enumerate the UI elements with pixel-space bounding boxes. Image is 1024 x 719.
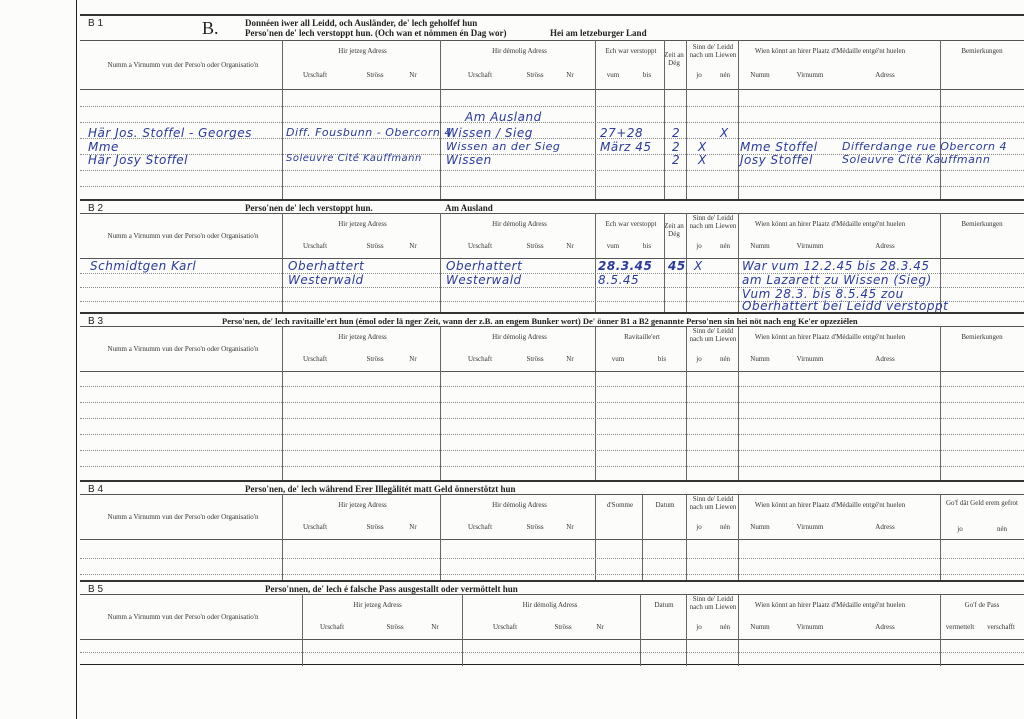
col-firstname: Virnumm (796, 242, 824, 250)
col-date: Datum (655, 501, 675, 509)
section-id: B 2 (88, 203, 104, 214)
b4-column-header (80, 494, 1024, 540)
col-no: nén (719, 623, 731, 631)
col-name: Numm a Virnumm vun der Perso'n oder Organisatio'n (107, 232, 259, 240)
col-to: bis (657, 355, 667, 363)
col-nr: Nr (409, 71, 417, 79)
col-yes: jo (696, 623, 702, 631)
col-street: Ströss (526, 355, 544, 363)
col-street: Ströss (366, 523, 384, 531)
col-town: Urschaft (302, 523, 328, 531)
b1-days-1: 2 (672, 126, 681, 140)
col-from: vum (606, 242, 620, 250)
col-former-address: Hir démolig Adress (492, 501, 547, 509)
b2-date-2: 8.5.45 (598, 273, 640, 287)
col-medal: Wien könnt an hirer Plaatz d'Médaille entgé'nt huelen (754, 333, 906, 341)
b1-medal-addr-2: Soleuvre Cité Kauffmann (842, 153, 991, 166)
b1-current-2: Soleuvre Cité Kauffmann (286, 153, 422, 164)
col-alive: Sinn de' Leidd nach um Liewen (689, 595, 737, 611)
col-name: Numm a Virnumm vun der Perso'n oder Organisatio'n (107, 345, 259, 353)
b2-column-header (80, 213, 1024, 259)
col-town: Urschaft (467, 71, 493, 79)
col-current-address: Hir jetzeg Adress (338, 501, 387, 509)
b1-former-header: Am Ausland (465, 110, 542, 124)
b1-current-1: Diff. Fousbunn - Obercorn 4 (286, 126, 452, 139)
col-yes: jo (957, 525, 963, 533)
b2-former-2: Westerwald (446, 273, 522, 287)
b2-alive: X (694, 259, 703, 273)
col-street: Ströss (526, 71, 544, 79)
section-b2 (80, 199, 1024, 314)
col-former-address: Hir démolig Adress (492, 333, 547, 341)
col-alive: Sinn de' Leidd nach um Liewen (689, 214, 737, 230)
col-nr: Nr (409, 242, 417, 250)
b1-medal-name-1: Mme Stoffel (740, 140, 818, 154)
col-sum: d'Somme (606, 501, 634, 509)
b3-column-header (80, 326, 1024, 372)
col-date: Datum (654, 601, 674, 609)
col-town: Urschaft (467, 523, 493, 531)
col-town: Urschaft (302, 242, 328, 250)
col-medal: Wien könnt an hirer Plaatz d'Médaille entgé'nt huelen (754, 220, 906, 228)
b1-former-2: Wissen an der Sieg (446, 140, 561, 153)
b2-former-1: Oberhattert (446, 259, 523, 273)
b1-column-header (80, 40, 1024, 90)
b5-column-header (80, 594, 1024, 640)
col-medal: Wien könnt an hirer Plaatz d'Médaille entgé'nt huelen (754, 601, 906, 609)
col-town: Urschaft (302, 355, 328, 363)
page-left-edge (76, 0, 77, 719)
col-address: Adress (875, 71, 895, 79)
col-no: nén (719, 523, 731, 531)
col-no: nén (719, 242, 731, 250)
form-letter: B. (202, 18, 219, 38)
col-address: Adress (875, 623, 895, 631)
col-nr: Nr (409, 523, 417, 531)
col-nr: Nr (431, 623, 439, 631)
b1-former-3: Wissen (446, 153, 492, 167)
col-town: Urschaft (302, 71, 328, 79)
b1-name-2: Mme (88, 140, 119, 154)
b2-date-1: 28.3.45 (598, 259, 653, 273)
col-yes: jo (696, 242, 702, 250)
section-b5 (80, 580, 1024, 666)
form-b (80, 14, 1024, 664)
b2-days: 45 (668, 259, 686, 273)
b1-alive-1: X (720, 126, 729, 140)
col-surname: Numm (750, 623, 770, 631)
b2-remark-1: War vum 12.2.45 bis 28.3.45 (742, 259, 930, 273)
header-line-1: Donnéen iwer all Leidd, och Ausländer, de' lech geholfef hun (245, 18, 478, 28)
section-subtitle: Am Ausland (445, 203, 493, 213)
col-alive: Sinn de' Leidd nach um Liewen (689, 495, 737, 511)
b2-current-1: Oberhattert (288, 259, 365, 273)
col-ravitaille: Ravitaille'ert (624, 333, 660, 341)
col-nr: Nr (566, 523, 574, 531)
col-no: nén (719, 355, 731, 363)
col-nr: Nr (596, 623, 604, 631)
col-remarks: Bemierkungen (961, 333, 1003, 341)
b1-date-1: 27+28 (600, 126, 644, 140)
col-to: bis (642, 71, 652, 79)
b2-current-2: Westerwald (288, 273, 364, 287)
col-surname: Numm (750, 355, 770, 363)
col-procured: verschafft (987, 623, 1015, 631)
col-address: Adress (875, 355, 895, 363)
b1-days-3: 2 (672, 153, 681, 167)
b2-name: Schmidtgen Karl (90, 259, 197, 273)
col-former-address: Hir démolig Adress (492, 47, 547, 55)
section-title: Perso'nen de' lech verstoppt hun. (245, 203, 373, 213)
header-line-2: Perso'nen de' lech verstoppt hun. (Och wan et nömmen én Dag wor) (245, 28, 507, 38)
col-name: Numm a Virnumm vun der Perso'n oder Organisatio'n (107, 513, 259, 521)
b1-name-1: Här Jos. Stoffel - Georges (88, 126, 252, 140)
col-alive: Sinn de' Leidd nach um Liewen (689, 327, 737, 343)
section-id: B 4 (88, 484, 104, 495)
col-firstname: Virnumm (796, 523, 824, 531)
col-name: Numm a Virnumm vun der Perso'n oder Organisatio'n (107, 613, 259, 621)
section-id: B 5 (88, 584, 104, 595)
col-hidden: Ech war verstoppt (605, 220, 657, 228)
col-current-address: Hir jetzeg Adress (353, 601, 402, 609)
col-time: Zeit an Dég (664, 51, 684, 67)
col-nr: Nr (566, 242, 574, 250)
col-yes: jo (696, 71, 702, 79)
col-alive: Sinn de' Leidd nach um Liewen (689, 43, 737, 59)
col-passport: Go'f de Pass (964, 601, 1000, 609)
col-street: Ströss (366, 71, 384, 79)
section-b3 (80, 312, 1024, 482)
col-surname: Numm (750, 71, 770, 79)
col-yes: jo (696, 523, 702, 531)
b1-alive-2: X (698, 140, 707, 154)
col-address: Adress (875, 242, 895, 250)
col-surname: Numm (750, 523, 770, 531)
col-street: Ströss (554, 623, 572, 631)
col-medal: Wien könnt an hirer Plaatz d'Médaille entgé'nt huelen (754, 501, 906, 509)
col-medal: Wien könnt an hirer Plaatz d'Médaille entgé'nt huelen (754, 47, 906, 55)
col-street: Ströss (366, 355, 384, 363)
col-hidden: Ech war verstoppt (605, 47, 657, 55)
col-street: Ströss (526, 523, 544, 531)
b1-date-2: März 45 (600, 140, 652, 154)
col-town: Urschaft (319, 623, 345, 631)
header-line-2b: Hei am letzeburger Land (550, 28, 647, 38)
b1-days-2: 2 (672, 140, 681, 154)
col-money-returned: Go'f dät Geld erem gefrot (945, 499, 1018, 507)
col-firstname: Virnumm (796, 355, 824, 363)
b1-alive-3: X (698, 153, 707, 167)
b1-medal-addr-1: Differdange rue Obercorn 4 (842, 140, 1007, 153)
col-firstname: Virnumm (796, 623, 824, 631)
col-current-address: Hir jetzeg Adress (338, 333, 387, 341)
col-town: Urschaft (467, 242, 493, 250)
col-current-address: Hir jetzeg Adress (338, 47, 387, 55)
col-arranged: vermettelt (945, 623, 975, 631)
col-from: vum (606, 71, 620, 79)
col-nr: Nr (566, 355, 574, 363)
b1-medal-name-2: Josy Stoffel (740, 153, 813, 167)
col-address: Adress (875, 523, 895, 531)
b1-name-3: Här Josy Stoffel (88, 153, 189, 167)
col-former-address: Hir démolig Adress (522, 601, 578, 609)
col-time: Zeit an Dég (664, 222, 684, 238)
col-to: bis (642, 242, 652, 250)
col-name: Numm a Virnumm vun der Perso'n oder Organisatio'n (107, 61, 259, 69)
col-street: Ströss (366, 242, 384, 250)
section-b1 (80, 14, 1024, 201)
b1-former-1: Wissen / Sieg (446, 126, 533, 140)
col-no: nén (996, 525, 1008, 533)
col-current-address: Hir jetzeg Adress (338, 220, 387, 228)
b2-remark-4: Oberhattert bei Leidd verstoppt (742, 299, 949, 313)
b2-remark-3: Vum 28.3. bis 8.5.45 zou (742, 287, 904, 301)
section-title: Perso'nen, de' lech ravitaille'ert hun (émol oder lä nger Zeit, wann der z.B. an engem Bunker wort) De' önner B1 a B2 genannte Perso'nen sin hei nöt nach eng Ke'er opzeziélen (222, 316, 858, 326)
col-former-address: Hir démolig Adress (492, 220, 547, 228)
section-title: Perso'nen, de' lech während Erer Illegälitét matt Geld önnerstötzt hun (245, 484, 516, 494)
section-id: B 1 (88, 18, 104, 29)
col-remarks: Bemierkungen (961, 47, 1003, 55)
b2-remark-2: am Lazarett zu Wissen (Sieg) (742, 273, 932, 287)
col-surname: Numm (750, 242, 770, 250)
section-b4 (80, 480, 1024, 582)
col-nr: Nr (409, 355, 417, 363)
col-remarks: Bemierkungen (961, 220, 1003, 228)
col-firstname: Virnumm (796, 71, 824, 79)
col-nr: Nr (566, 71, 574, 79)
col-from: vum (611, 355, 625, 363)
col-street: Ströss (386, 623, 404, 631)
col-town: Urschaft (492, 623, 518, 631)
col-no: nén (719, 71, 731, 79)
col-street: Ströss (526, 242, 544, 250)
section-title: Perso'nnen, de' lech é falsche Pass ausgestallt oder vermöttelt hun (265, 584, 518, 594)
col-town: Urschaft (467, 355, 493, 363)
col-yes: jo (696, 355, 702, 363)
section-id: B 3 (88, 316, 104, 327)
